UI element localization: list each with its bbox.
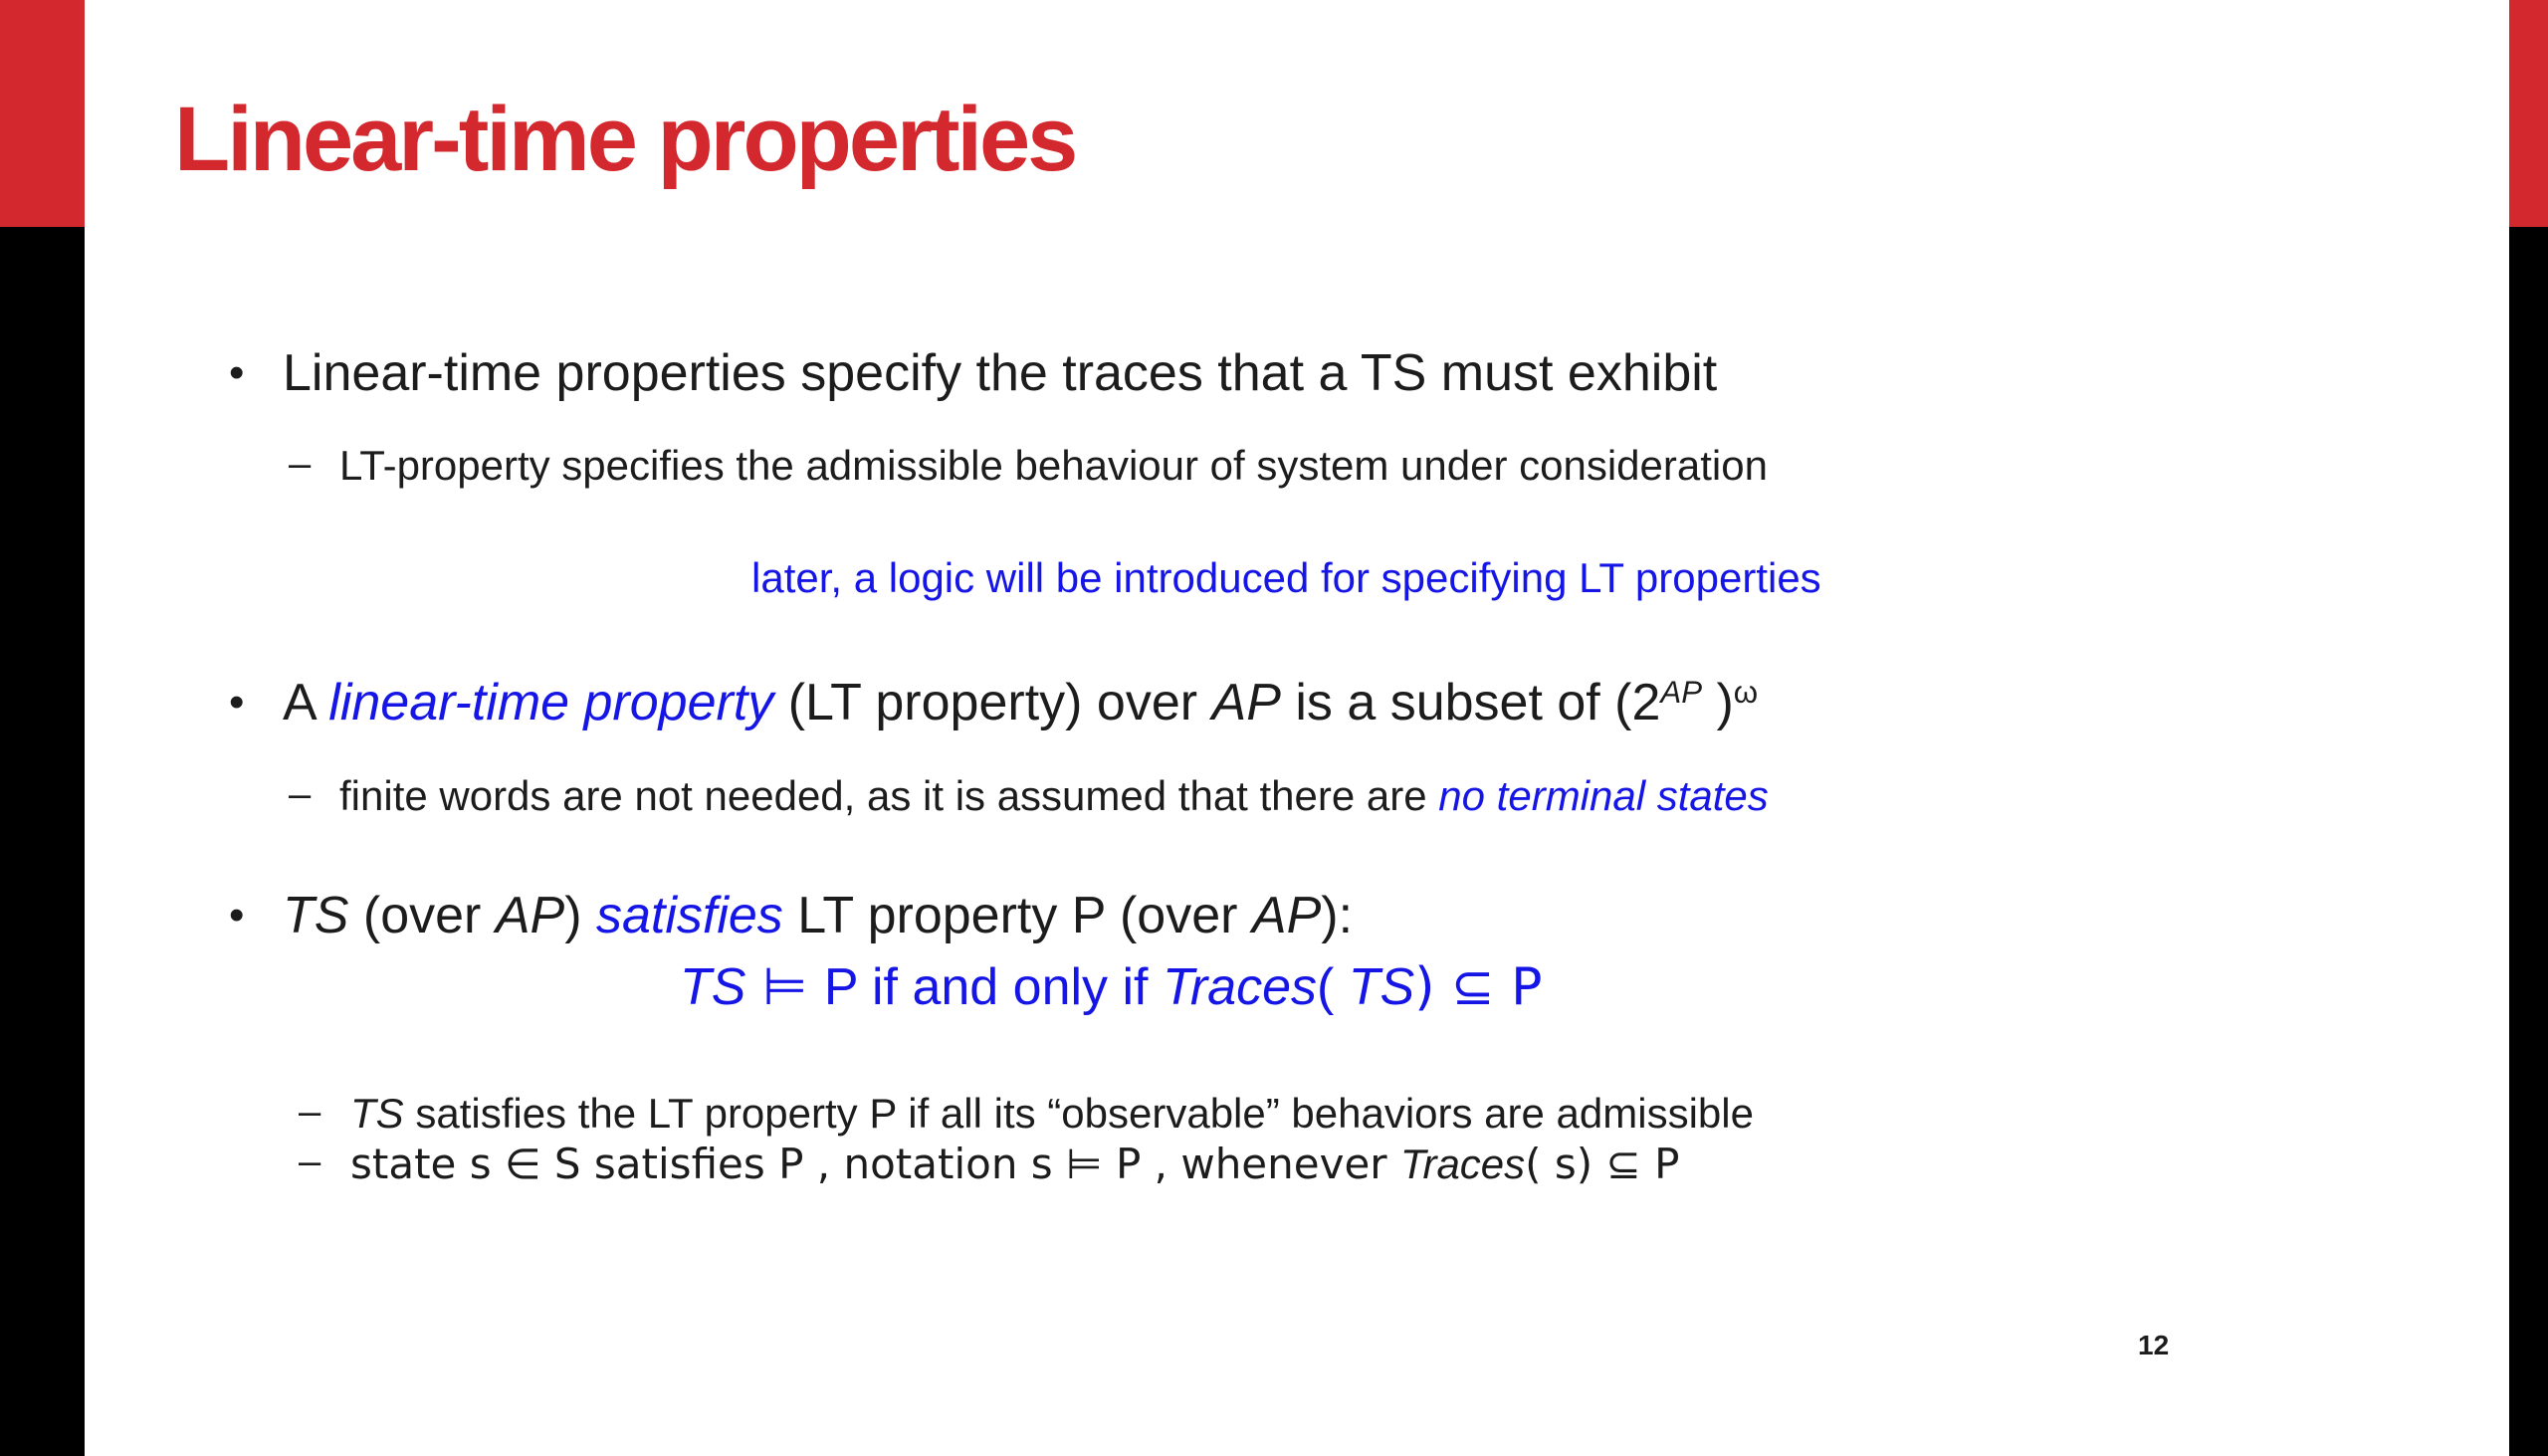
dash-marker: – <box>299 1090 321 1134</box>
b3-end: ): <box>1321 887 1354 944</box>
b3-sub1-text: satisfies the LT property P if all its “observable” behaviors are admissible <box>403 1090 1754 1137</box>
bullet-marker: • <box>229 891 245 939</box>
page-number: 12 <box>2138 1330 2170 1360</box>
ts-symbol: TS <box>350 1090 404 1137</box>
satisfaction-formula <box>680 957 1543 1017</box>
formula-iff: P if and only if <box>823 958 1163 1016</box>
models-symbol: ⊨ <box>745 957 824 1017</box>
b2-pre: A <box>283 674 329 731</box>
b3-sub2-end: ( s) ⊆ P <box>1525 1140 1680 1188</box>
left-accent-bar <box>0 0 85 227</box>
bullet-1-sub: LT-property specifies the admissible behaviour of system under consideration <box>339 442 1768 489</box>
no-terminal-states-term: no terminal states <box>1438 772 1769 819</box>
formula-ts-2: TS <box>1348 958 1415 1016</box>
bullet-2-text <box>283 673 1758 732</box>
traces-symbol: Traces <box>1399 1141 1526 1187</box>
b3-sub2-text: state s ∈ S satisfies P , notation s ⊨ P , whenever <box>350 1140 1400 1188</box>
ap-symbol: AP <box>495 887 565 944</box>
ts-symbol: TS <box>283 887 349 944</box>
b2-close: ) <box>1702 674 1734 731</box>
ap-superscript: AP <box>1660 674 1703 710</box>
b2-post: is a subset of (2 <box>1280 674 1661 731</box>
bullet-marker: • <box>229 348 245 397</box>
b2-mid: (LT property) over <box>773 674 1212 731</box>
bullet-3-sub-2 <box>350 1140 1679 1188</box>
linear-time-property-term: linear-time property <box>328 674 774 731</box>
bullet-1-note: later, a logic will be introduced for specifying LT properties <box>751 554 1821 601</box>
dash-marker: – <box>289 772 312 816</box>
b3-over: (over <box>348 887 496 944</box>
formula-traces: Traces <box>1162 958 1318 1016</box>
bullet-3-text <box>283 886 1353 945</box>
bullet-1-text: Linear-time properties specify the traces that a TS must exhibit <box>283 344 1718 402</box>
b2-sub-text: finite words are not needed, as it is assumed that there are <box>339 772 1439 819</box>
formula-open: ( <box>1317 958 1349 1016</box>
dash-marker: – <box>289 442 312 486</box>
slide-title: Linear-time properties <box>174 89 1076 190</box>
satisfies-term: satisfies <box>595 887 783 944</box>
right-accent-bar <box>2509 0 2548 227</box>
ap-symbol: AP <box>1251 887 1322 944</box>
b3-rest: LT property P (over <box>782 887 1252 944</box>
b3-close: ) <box>564 887 596 944</box>
ap-symbol: AP <box>1211 674 1281 731</box>
formula-ts: TS <box>680 958 746 1016</box>
bullet-marker: • <box>229 678 245 727</box>
formula-subset: ) ⊆ P <box>1414 957 1543 1017</box>
bullet-2-sub <box>339 772 1769 820</box>
dash-marker: – <box>299 1140 321 1183</box>
slide <box>85 0 2509 1456</box>
omega-superscript: ω <box>1733 674 1759 710</box>
bullet-3-sub-1 <box>350 1090 1754 1138</box>
